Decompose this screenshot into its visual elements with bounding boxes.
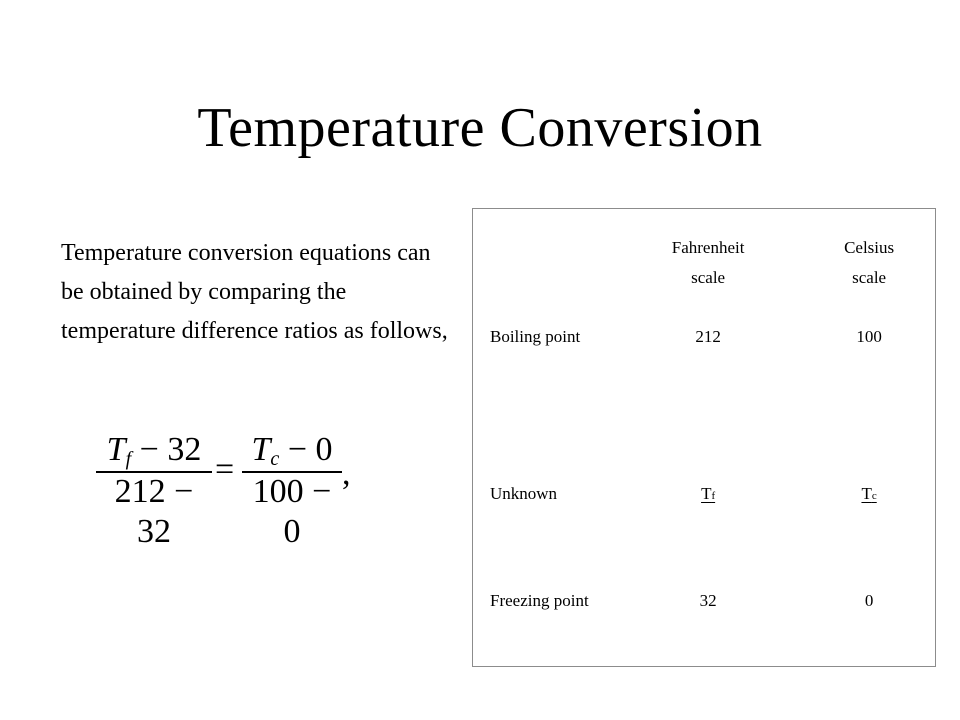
header-celsius: Celsius scale [844,238,895,287]
equals-sign: = [215,451,235,488]
table-row [473,586,936,667]
right-fraction [242,426,342,550]
row-label-boiling: Boiling point [490,327,581,346]
table-row [473,317,936,402]
boiling-celsius: 100 [856,327,882,346]
right-numerator: $T_c - 0$ [251,431,333,470]
row-label-freezing: Freezing point [490,591,589,610]
formula-comma: , [342,455,351,492]
body-paragraph: Temperature conversion equations can be obtained by comparing the temperature difference ratios as follows, [61,240,448,344]
table-row [473,402,936,586]
left-numerator: $T_f - 32$ [106,431,202,470]
left-fraction [96,426,212,550]
right-denominator: 100 − 0 [252,473,332,550]
table-header-row [473,209,936,318]
unknown-fahrenheit: Tf [701,484,716,503]
unknown-celsius: Tc [861,484,877,503]
freezing-celsius: 0 [864,591,874,610]
boiling-fahrenheit: 212 [695,327,721,346]
conversion-formula [96,426,376,550]
left-denominator: 212 − 32 [114,473,194,550]
slide-title: Temperature Conversion [197,97,763,159]
freezing-fahrenheit: 32 [699,591,717,610]
row-label-unknown: Unknown [490,484,558,503]
conversion-table [472,208,936,667]
header-empty-cell [473,209,614,318]
header-fahrenheit: Fahrenheit scale [671,238,745,287]
